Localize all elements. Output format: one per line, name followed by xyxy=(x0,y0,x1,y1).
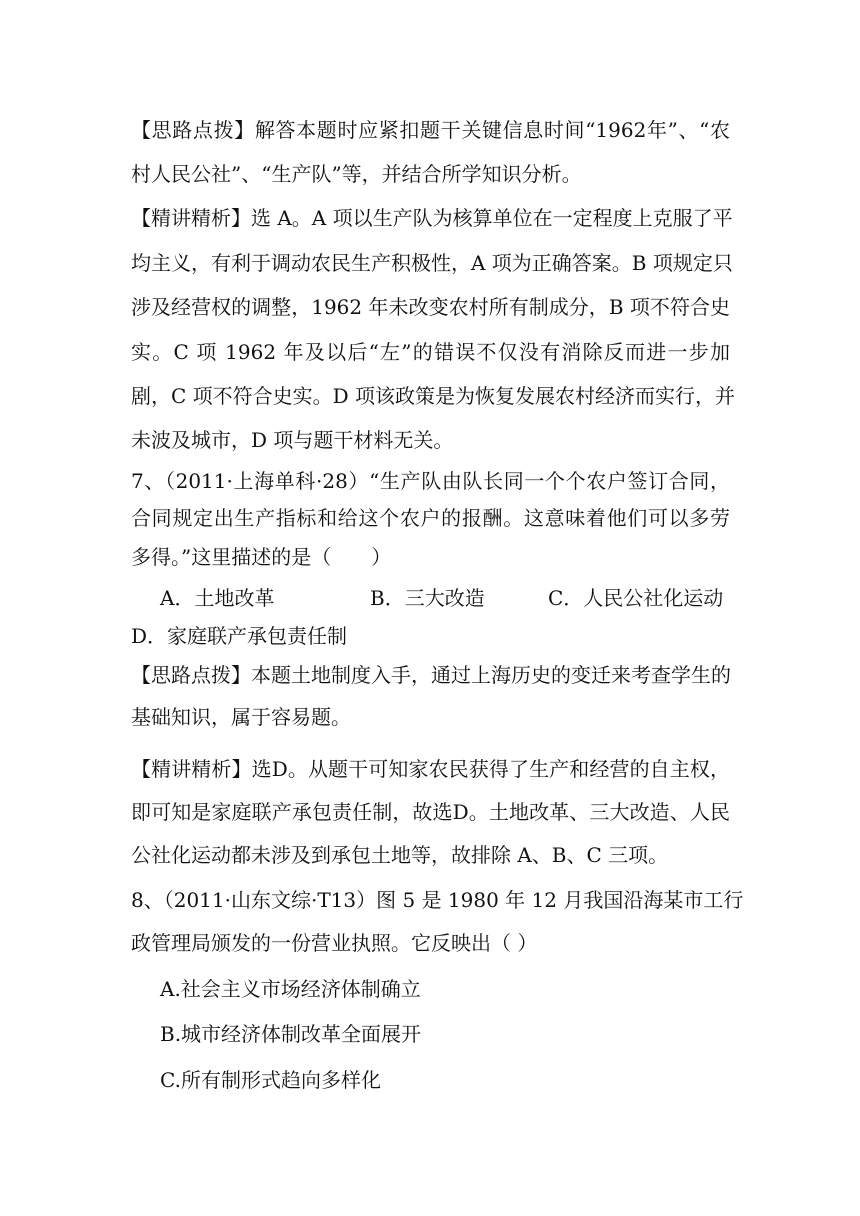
question-7-analysis-line: 即可知是家庭联产承包责任制，故选D。土地改革、三大改造、人民 xyxy=(131,800,730,824)
hint-paragraph-line: 村人民公社”、“生产队”等，并结合所学知识分析。 xyxy=(131,162,582,186)
analysis-paragraph-line: 实。C 项 1962 年及以后“左”的错误不仅没有消除反而进一步加 xyxy=(131,340,730,364)
option-d: D．家庭联产承包责任制 xyxy=(131,624,348,648)
option-c: C．人民公社化运动 xyxy=(548,586,724,610)
question-7-analysis-line: 【精讲精析】选D。从题干可知家农民获得了生产和经营的自主权， xyxy=(131,757,730,781)
analysis-paragraph-line: 均主义，有利于调动农民生产积极性，A 项为正确答案。B 项规定只 xyxy=(131,251,733,275)
question-8-option-b: B.城市经济体制改革全面展开 xyxy=(160,1022,422,1046)
question-7-stem-line: 7、（2011·上海单科·28）“生产队由队长同一个个农户签订合同， xyxy=(131,469,730,493)
hint-paragraph-line: 【思路点拨】解答本题时应紧扣题干关键信息时间“1962年”、“农 xyxy=(131,118,730,142)
question-7-hint-line: 【思路点拨】本题土地制度入手，通过上海历史的变迁来考查学生的 xyxy=(131,663,731,687)
option-b: B．三大改造 xyxy=(370,586,485,610)
question-7-stem-line: 合同规定出生产指标和给这个农户的报酬。这意味着他们可以多劳 xyxy=(131,506,730,530)
question-7-stem-line: 多得。”这里描述的是（ ） xyxy=(131,545,392,569)
question-7-hint-line: 基础知识，属于容易题。 xyxy=(131,705,351,729)
question-8-option-c: C.所有制形式趋向多样化 xyxy=(160,1068,381,1092)
analysis-paragraph-line: 涉及经营权的调整，1962 年未改变农村所有制成分，B 项不符合史 xyxy=(131,295,730,319)
analysis-paragraph-line: 未波及城市，D 项与题干材料无关。 xyxy=(131,428,454,452)
question-8-option-a: A.社会主义市场经济体制确立 xyxy=(160,977,421,1001)
question-7-analysis-line: 公社化运动都未涉及到承包土地等，故排除 A、B、C 三项。 xyxy=(131,843,669,867)
question-8-stem-line: 8、（2011·山东文综·T13）图 5 是 1980 年 12 月我国沿海某市工行 xyxy=(131,888,744,912)
question-7-options-row xyxy=(160,586,730,610)
analysis-paragraph-line: 剧，C 项不符合史实。D 项该政策是为恢复发展农村经济而实行，并 xyxy=(131,384,736,408)
analysis-paragraph-line: 【精讲精析】选 A。A 项以生产队为核算单位在一定程度上克服了平 xyxy=(131,206,733,230)
question-8-stem-line: 政管理局颁发的一份营业执照。它反映出（ ） xyxy=(131,931,538,955)
option-a: A．土地改革 xyxy=(160,586,275,610)
